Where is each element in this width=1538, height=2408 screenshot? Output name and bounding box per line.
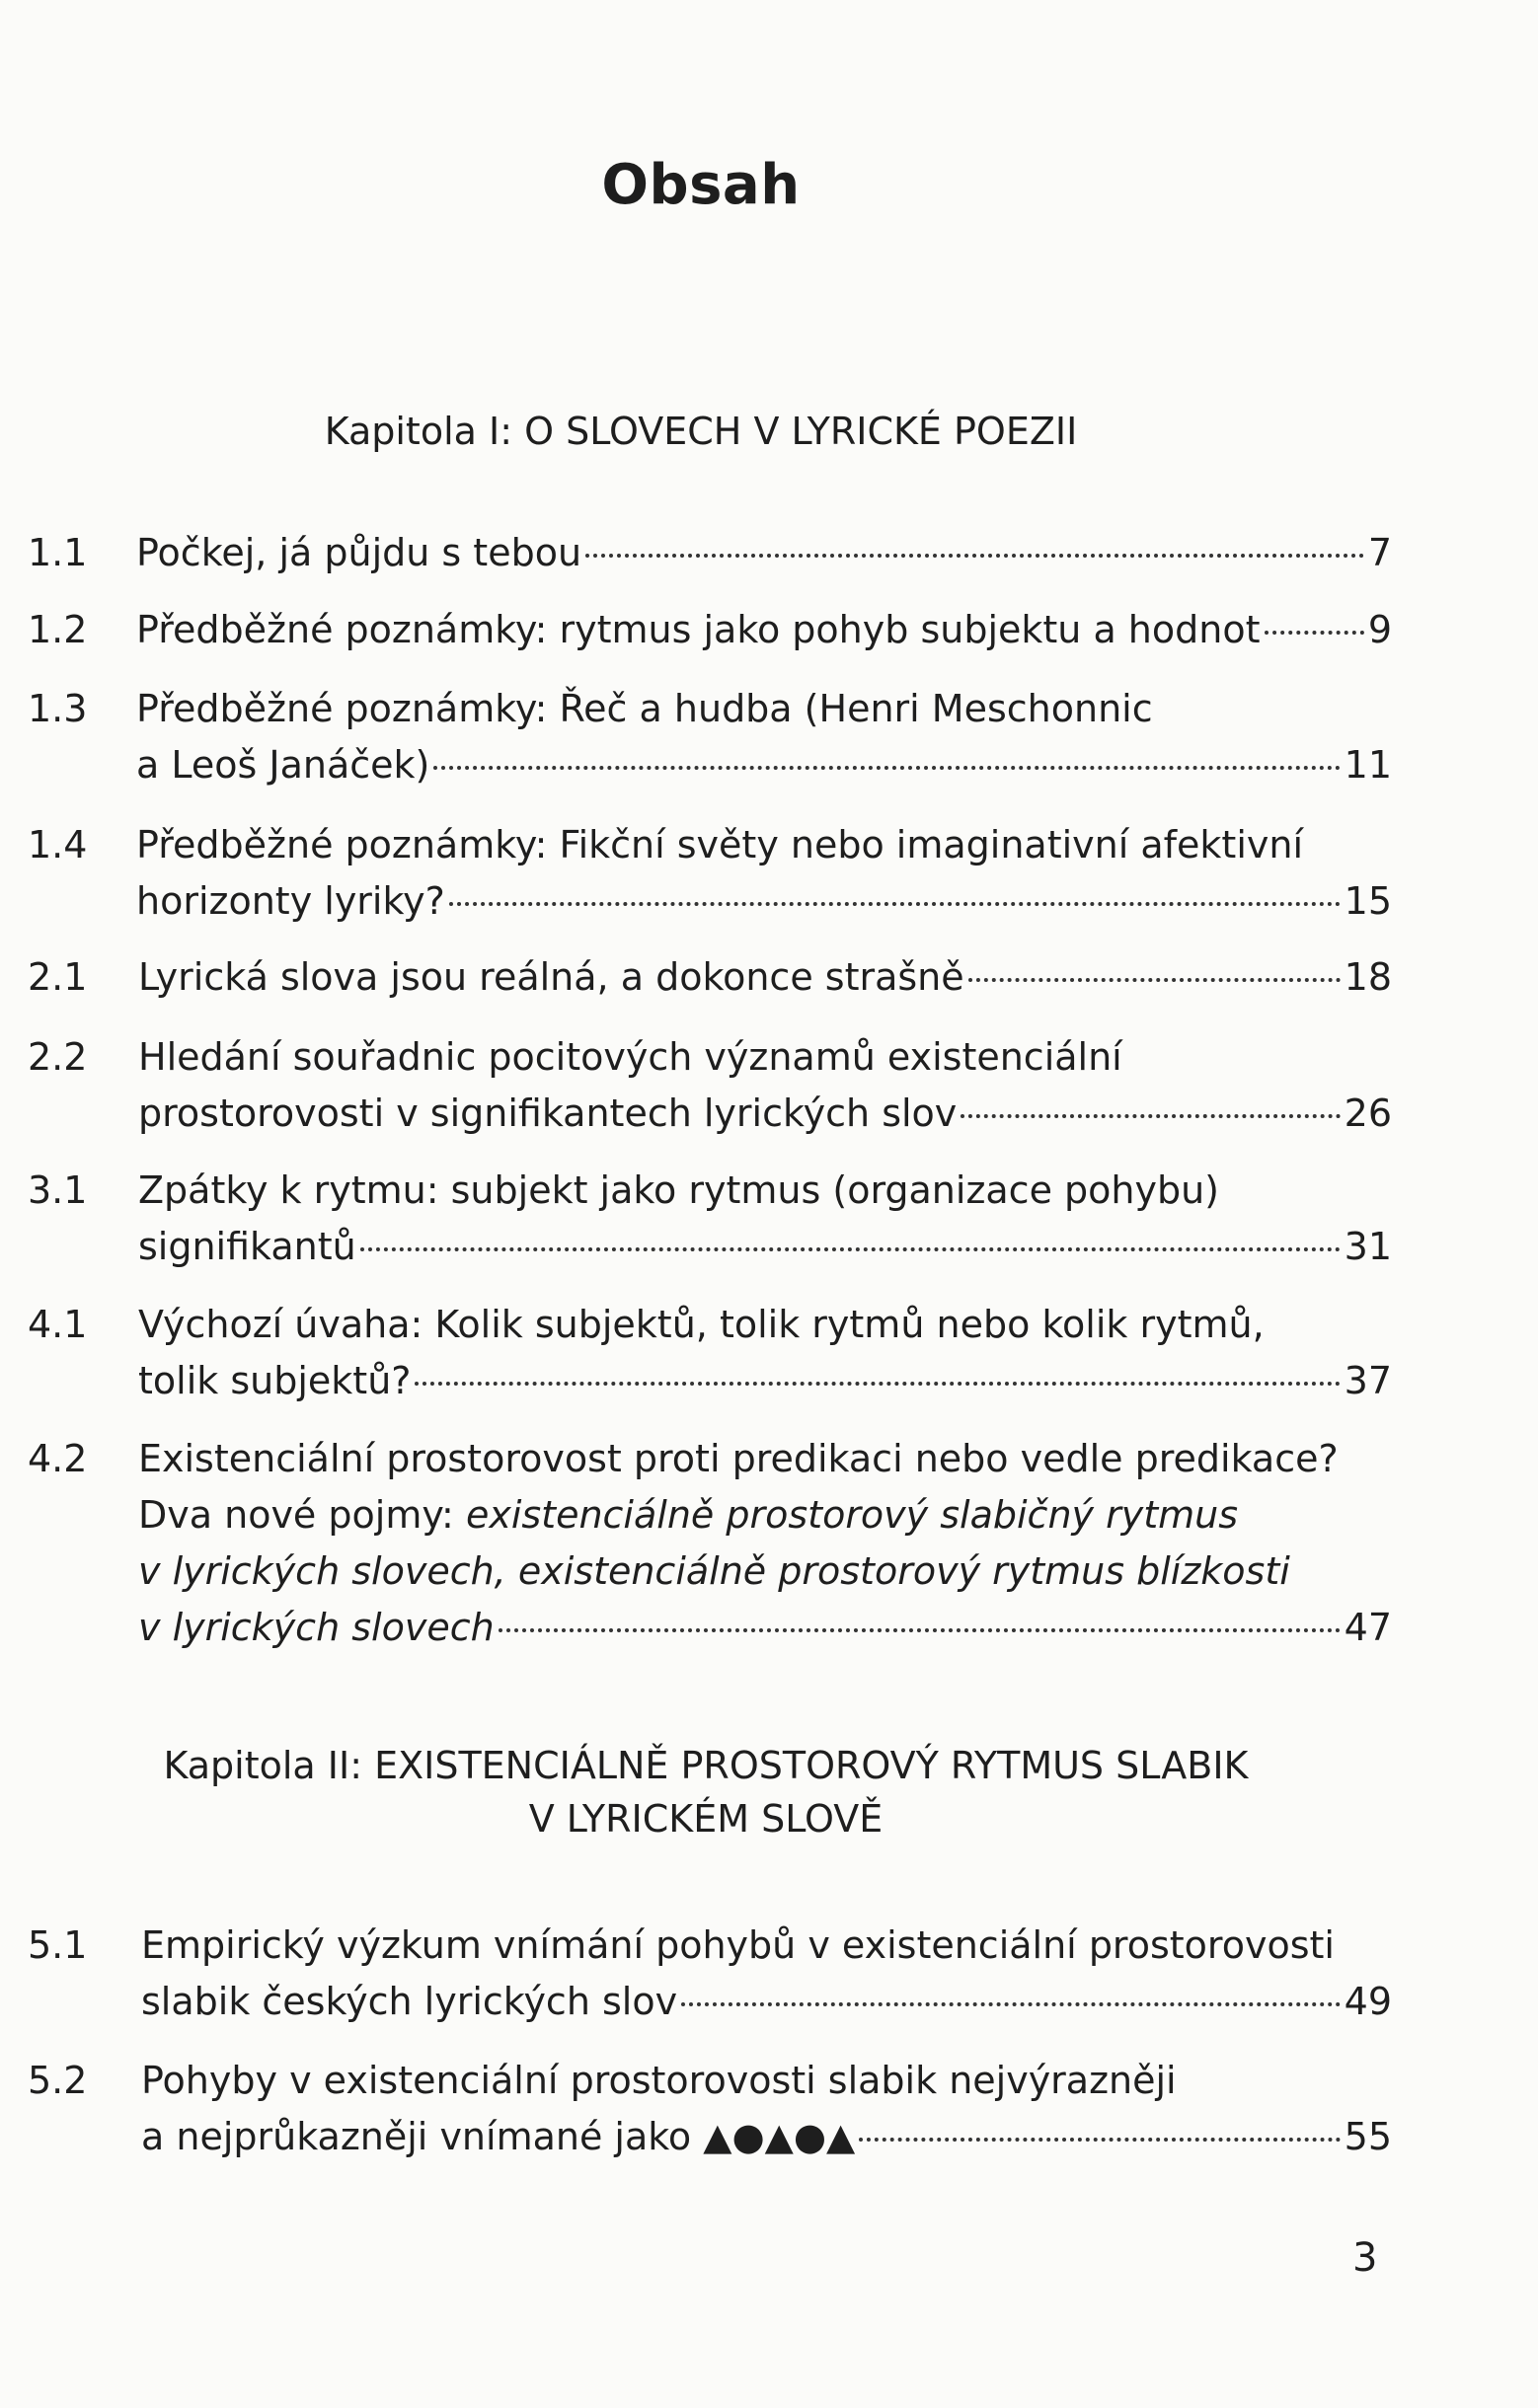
entry-number: 4.1 <box>28 1303 88 1346</box>
leader-dots <box>499 1628 1341 1632</box>
toc-entry-1-3[interactable] <box>28 681 1392 793</box>
entry-title: Předběžné poznámky: Řeč a hudba (Henri Meschonnic <box>136 687 1153 730</box>
entry-page: 9 <box>1367 608 1392 651</box>
toc-entry-2-1[interactable] <box>28 949 1392 1006</box>
entry-title: Počkej, já půjdu s tebou <box>136 531 582 574</box>
leader-dots <box>681 2002 1341 2006</box>
entry-title: Předběžné poznámky: Fikční světy nebo imaginativní afektivní <box>136 823 1304 866</box>
leader-dots <box>585 554 1364 558</box>
entry-title-cont: prostorovosti v signifikantech lyrických slov <box>138 1091 958 1135</box>
toc-entry-4-1[interactable] <box>28 1297 1392 1409</box>
entry-number: 4.2 <box>28 1437 88 1480</box>
entry-title: Zpátky k rytmu: subjekt jako rytmus (organizace pohybu) <box>138 1168 1220 1212</box>
page-number: 3 <box>1352 2235 1378 2281</box>
entry-number: 2.2 <box>28 1035 88 1079</box>
toc-entry-3-1[interactable] <box>28 1163 1392 1275</box>
entry-page: 49 <box>1344 1980 1392 2023</box>
toc-entry-1-4[interactable] <box>28 817 1392 930</box>
leader-dots <box>433 766 1340 770</box>
entry-title-cont: a nejprůkazněji vnímané jako ▲●▲●▲ <box>141 2115 856 2158</box>
entry-page: 47 <box>1344 1606 1392 1649</box>
entry-page: 55 <box>1344 2115 1392 2158</box>
toc-entry-5-2[interactable] <box>28 2053 1392 2165</box>
leader-dots <box>961 1114 1340 1118</box>
toc-entry-4-2[interactable] <box>28 1431 1392 1656</box>
entry-page: 37 <box>1344 1359 1392 1402</box>
leader-dots <box>449 902 1341 906</box>
entry-number: 5.2 <box>28 2059 88 2102</box>
entry-title: Výchozí úvaha: Kolik subjektů, tolik rytmů nebo kolik rytmů, <box>138 1303 1265 1346</box>
entry-page: 15 <box>1344 879 1392 923</box>
leader-dots <box>1265 631 1364 635</box>
entry-title-italic-end: v lyrických slovech <box>138 1606 495 1649</box>
chapter-1-heading: Kapitola I: O SLOVECH V LYRICKÉ POEZII <box>324 410 1078 453</box>
toc-entry-1-2[interactable] <box>28 602 1392 658</box>
page-title: Obsah <box>601 153 801 217</box>
entry-page: 7 <box>1367 531 1392 574</box>
leader-dots <box>415 1382 1340 1386</box>
entry-title: Lyrická slova jsou reálná, a dokonce strašně <box>138 955 964 999</box>
entry-title: Pohyby v existenciální prostorovosti slabik nejvýrazněji <box>141 2059 1177 2102</box>
entry-title: Empirický výzkum vnímání pohybů v existenciální prostorovosti <box>141 1923 1335 1967</box>
entry-number: 1.4 <box>28 823 88 866</box>
entry-title-italic: existenciálně prostorový slabičný rytmus <box>465 1493 1239 1537</box>
entry-number: 2.1 <box>28 955 88 999</box>
entry-page: 11 <box>1344 743 1392 787</box>
entry-title-cont <box>138 1487 1392 1543</box>
entry-title-cont: signifikantů <box>138 1225 356 1268</box>
entry-number: 5.1 <box>28 1923 88 1967</box>
leader-dots <box>968 978 1341 982</box>
entry-title-cont: a Leoš Janáček) <box>136 743 430 787</box>
entry-title-cont: slabik českých lyrických slov <box>141 1980 678 2023</box>
entry-title-italic-cont: v lyrických slovech, existenciálně prostorový rytmus blízkosti <box>138 1549 1290 1593</box>
toc-entry-1-1[interactable] <box>28 525 1392 581</box>
entry-page: 18 <box>1344 955 1392 999</box>
leader-dots <box>360 1247 1341 1251</box>
entry-number: 1.2 <box>28 608 88 651</box>
toc-entry-5-1[interactable] <box>28 1918 1392 2030</box>
entry-title: Existenciální prostorovost proti predikaci nebo vedle predikace? <box>138 1437 1339 1480</box>
entry-title-cont: tolik subjektů? <box>138 1359 412 1402</box>
entry-page: 26 <box>1344 1091 1392 1135</box>
entry-number: 3.1 <box>28 1168 88 1212</box>
entry-number: 1.1 <box>28 531 88 574</box>
leader-dots <box>859 2138 1340 2142</box>
entry-title: Hledání souřadnic pocitových významů existenciální <box>138 1035 1122 1079</box>
entry-title-cont: horizonty lyriky? <box>136 879 445 923</box>
entry-page: 31 <box>1344 1225 1392 1268</box>
entry-number: 1.3 <box>28 687 88 730</box>
entry-title-plain: Dva nové pojmy: <box>138 1493 466 1537</box>
toc-entry-2-2[interactable] <box>28 1029 1392 1142</box>
entry-title: Předběžné poznámky: rytmus jako pohyb subjektu a hodnot <box>136 608 1261 651</box>
chapter-2-heading: Kapitola II: EXISTENCIÁLNĚ PROSTOROVÝ RYTMUS SLABIK V LYRICKÉM SLOVĚ <box>163 1744 1249 1841</box>
